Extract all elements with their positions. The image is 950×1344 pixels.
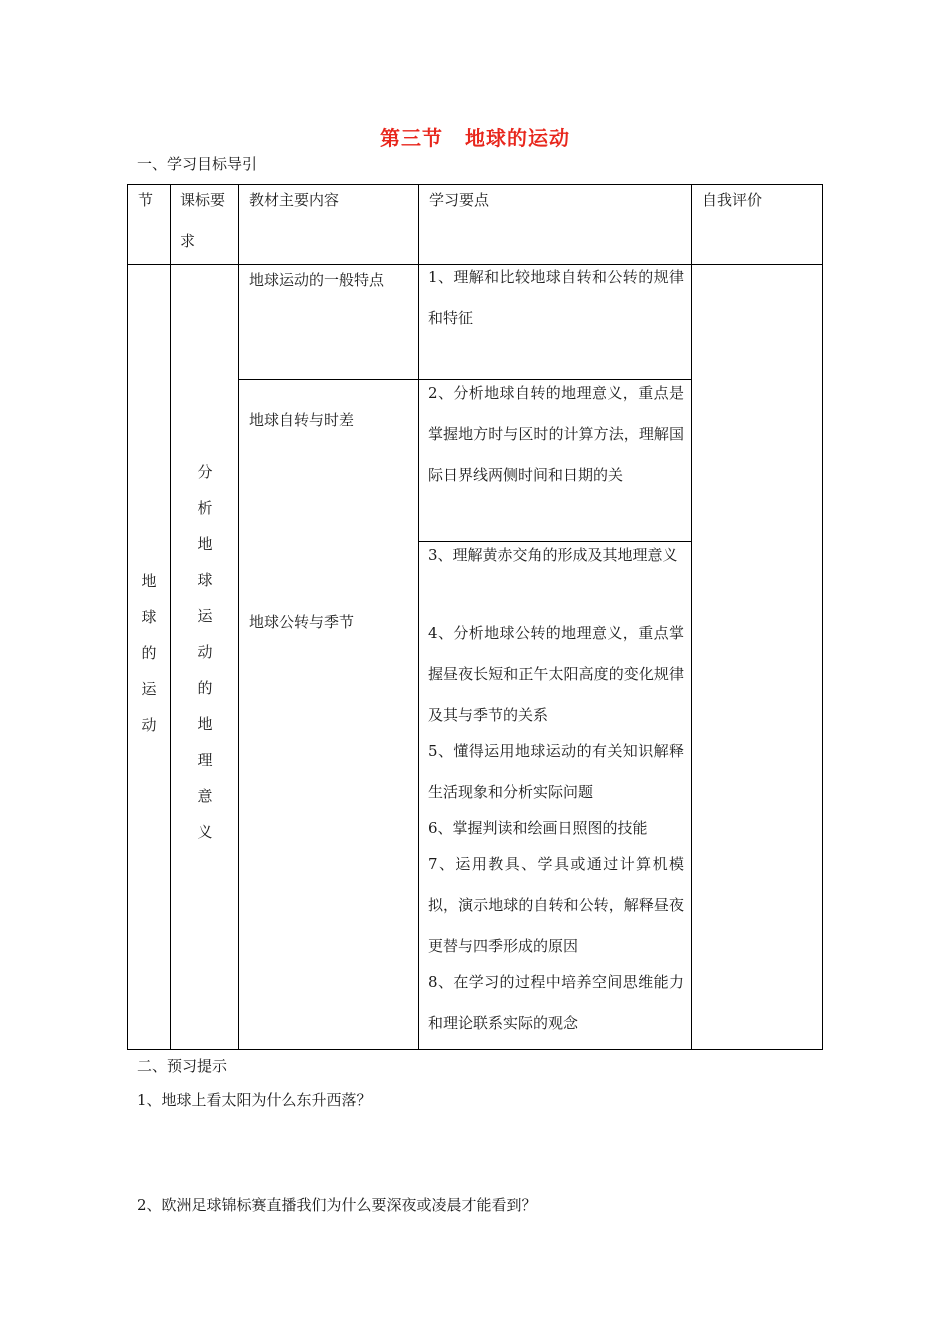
section-name-vertical — [139, 563, 159, 743]
section1-heading: 一、学习目标导引 — [137, 155, 258, 173]
header-points: 学习要点 — [429, 191, 490, 209]
header-evaluation: 自我评价 — [702, 191, 763, 209]
title-topic: 地球的运动 — [465, 126, 570, 150]
section-char: 动 — [141, 716, 157, 734]
section-char: 运 — [141, 680, 157, 698]
standard-char: 分 — [197, 463, 213, 481]
content-item: 地球运动的一般特点 — [249, 271, 385, 289]
standard-char: 动 — [197, 643, 213, 661]
point-item: 4、分析地球公转的地理意义，重点掌握昼夜长短和正午太阳高度的变化规律及其与季节的关系 — [428, 624, 684, 724]
point-item: 8、在学习的过程中培养空间思维能力和理论联系实际的观念 — [428, 973, 684, 1032]
point-item: 3、理解黄赤交角的形成及其地理意义 — [428, 546, 678, 564]
point-item: 6、掌握判读和绘画日照图的技能 — [428, 819, 648, 837]
question: 2、欧洲足球锦标赛直播我们为什么要深夜或凌晨才能看到？ — [137, 1196, 537, 1214]
question: 1、地球上看太阳为什么东升西落？ — [137, 1091, 372, 1109]
point-item: 7、运用教具、学具或通过计算机模拟，演示地球的自转和公转，解释昼夜更替与四季形成的原因 — [428, 855, 684, 955]
standard-char: 地 — [197, 535, 213, 553]
header-section: 节 — [138, 191, 154, 209]
header-content: 教材主要内容 — [249, 191, 340, 209]
point-item: 1、理解和比较地球自转和公转的规律和特征 — [428, 268, 684, 327]
standard-vertical — [195, 454, 215, 850]
standard-char: 意 — [197, 787, 213, 805]
content-item: 地球自转与时差 — [249, 411, 355, 429]
title-section-number: 第三节 — [380, 126, 443, 150]
page-title — [0, 122, 950, 151]
section2-heading: 二、预习提示 — [137, 1057, 228, 1075]
standard-char: 义 — [197, 823, 213, 841]
standard-char: 的 — [197, 679, 213, 697]
section-char: 地 — [141, 572, 157, 590]
point-item: 2、分析地球自转的地理意义，重点是掌握地方时与区时的计算方法，理解国际日界线两侧时间和日期的关 — [428, 384, 684, 484]
section-char: 的 — [141, 644, 157, 662]
section-char: 球 — [141, 608, 157, 626]
header-standard-line2: 求 — [180, 232, 196, 250]
point-item: 5、懂得运用地球运动的有关知识解释生活现象和分析实际问题 — [428, 742, 684, 801]
content-item: 地球公转与季节 — [249, 613, 355, 631]
standard-char: 球 — [197, 571, 213, 589]
standard-char: 地 — [197, 715, 213, 733]
standard-char: 理 — [197, 751, 213, 769]
standard-char: 运 — [197, 607, 213, 625]
header-standard-line1: 课标要 — [180, 191, 226, 209]
standard-char: 析 — [197, 499, 213, 517]
